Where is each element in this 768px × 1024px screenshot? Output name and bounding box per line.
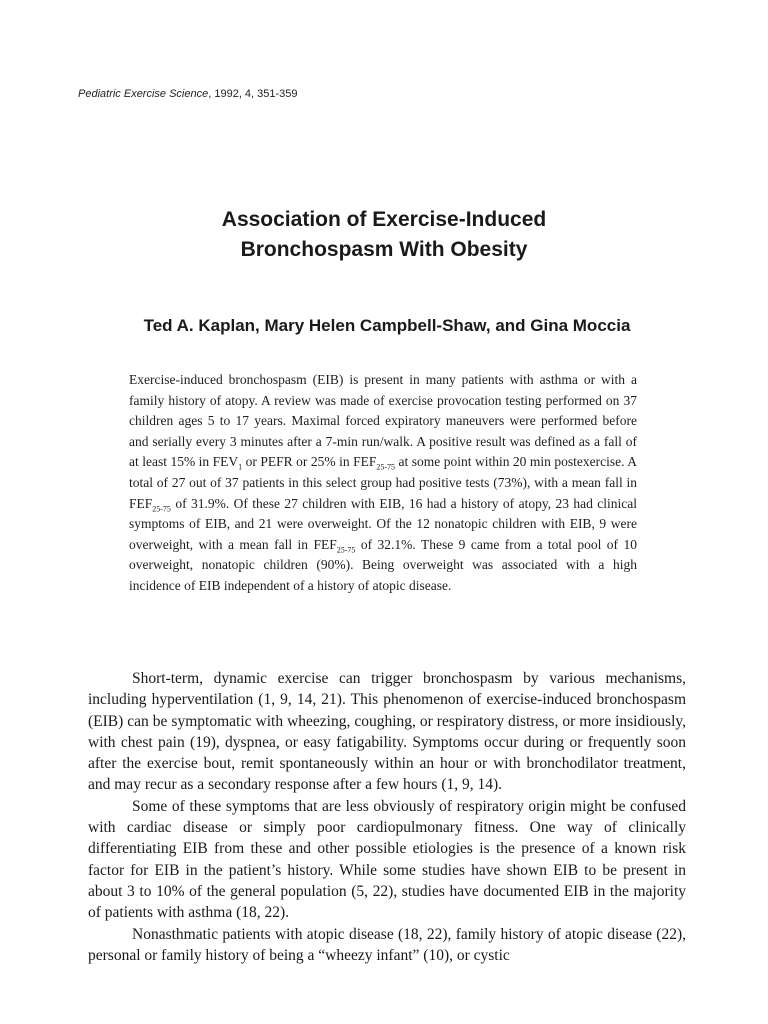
abstract-part-5: of 32.1%. These 9 came from a total pool of 10 overweight, nonatopic children (90%). Being overweight was associated with a high incidence of EIB independent of a history of atopic disease.: [129, 536, 637, 593]
abstract-part-4: of 31.9%. Of these 27 children with EIB, 16 had a history of atopy, 23 had clinical symptoms of EIB, and 21 were overweight. Of the 12 nonatopic children with EIB, 9 were overweight, with a mean fall in FEF: [129, 495, 637, 552]
abstract-part-2: or PEFR or 25% in FEF: [242, 454, 377, 470]
abstract-part-3: at some point within 20 min postexercise. A total of 27 out of 37 patients in this select group had positive tests (73%), with a mean fall in FEF: [129, 454, 637, 511]
title-line-2: Bronchospasm With Obesity: [240, 238, 528, 261]
subscript-fef-2: 25-75: [152, 504, 171, 514]
article-title: [0, 205, 768, 265]
body-paragraph-1: Short-term, dynamic exercise can trigger bronchospasm by various mechanisms, including hyperventilation (1, 9, 14, 21). This phenomenon of exercise-induced bronchospasm (EIB) can be symptomatic with wheezing, coughing, or respiratory distress, or more insidiously, with chest pain (19), dyspnea, or easy fatigability. Symptoms occur during or frequently soon after the exercise bout, remit spontaneously within an hour or with bronchodilator treatment, and may recur as a secondary response after a few hours (1, 9, 14).: [88, 670, 686, 794]
title-line-1: Association of Exercise-Induced: [221, 208, 547, 231]
journal-citation: [78, 88, 298, 100]
abstract-part-1: Exercise-induced bronchospasm (EIB) is present in many patients with asthma or with a family history of atopy. A review was made of exercise provocation testing performed on 37 children ages 5 to 17 years. Maximal forced expiratory maneuvers were performed before and serially every 3 minutes after a 7-min run/walk. A positive result was defined as a fall of at least 15% in FEV: [129, 372, 637, 470]
body-text: [88, 668, 686, 966]
author-list: Ted A. Kaplan, Mary Helen Campbell-Shaw, and Gina Moccia: [143, 316, 631, 335]
subscript-fev: 1: [238, 463, 243, 473]
citation-details: , 1992, 4, 351-359: [208, 88, 298, 100]
subscript-fef-1: 25-75: [376, 463, 396, 473]
journal-name: Pediatric Exercise Science: [78, 88, 209, 100]
subscript-fef-3: 25-75: [336, 545, 356, 555]
body-paragraph-2: Some of these symptoms that are less obviously of respiratory origin might be confused with cardiac disease or simply poor cardiopulmonary fitness. One way of clinically differentiating EIB from these and other possible etiologies is the presence of a known risk factor for EIB in the patient’s history. While some studies have shown EIB to be present in about 3 to 10% of the general population (5, 22), studies have documented EIB in the majority of patients with asthma (18, 22).: [88, 797, 686, 922]
abstract: [129, 370, 637, 597]
body-paragraph-3: Nonasthmatic patients with atopic disease (18, 22), family history of atopic disease (22), personal or family history of being a “wheezy infant” (10), or cystic: [88, 925, 686, 964]
